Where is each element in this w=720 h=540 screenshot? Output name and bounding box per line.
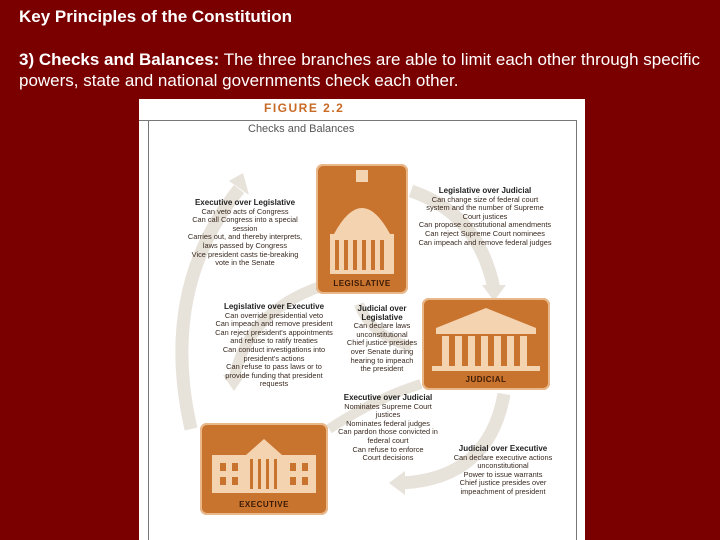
check-line: Can reject Supreme Court nominees [425, 228, 545, 238]
check-line: provide funding that president [225, 370, 323, 380]
check-line: Can call Congress into a special [192, 215, 298, 225]
check-line: laws passed by Congress [202, 240, 288, 250]
check-line: requests [259, 379, 289, 389]
check-line: session [232, 223, 258, 233]
check-exec-over-jud [327, 394, 449, 463]
checks-and-balances-figure [139, 99, 585, 540]
judicial-branch [422, 298, 550, 390]
capitol-icon [316, 164, 408, 294]
check-line: Nominates federal judges [346, 418, 430, 428]
check-heading: Executive over Legislative [194, 198, 296, 207]
check-line: Can change size of federal court [431, 194, 539, 204]
check-line: Can propose constitutional amendments [418, 220, 552, 230]
check-line: Chief justice presides over [459, 478, 547, 488]
check-line: justices [375, 410, 401, 420]
figure-label: FIGURE 2.2 [264, 101, 345, 115]
executive-branch [200, 423, 328, 515]
check-leg-over-exec [207, 303, 341, 389]
check-exec-over-leg [183, 199, 307, 268]
check-line: Carries out, and thereby interprets, [187, 232, 303, 242]
check-line: Can conduct investigations into [222, 344, 326, 354]
check-line: federal court [367, 435, 409, 445]
check-line: Can declare laws [353, 321, 411, 331]
check-line: Chief justice presides [346, 338, 418, 348]
slide-title: Key Principles of the Constitution [19, 7, 292, 26]
check-line: and refuse to ratify treaties [230, 336, 318, 346]
check-line: over Senate during [350, 346, 414, 356]
check-line: Can declare executive actions [453, 452, 553, 462]
executive-label: EXECUTIVE [239, 500, 289, 509]
figure-caption: Checks and Balances [248, 123, 355, 135]
check-line: Can refuse to pass laws or to [226, 362, 322, 372]
check-jud-over-leg [339, 305, 425, 374]
check-line: Can refuse to enforce [352, 444, 424, 454]
legislative-label: LEGISLATIVE [333, 279, 391, 288]
check-leg-over-jud [411, 187, 559, 247]
slide-body [19, 49, 709, 91]
check-line: unconstitutional [477, 461, 529, 471]
check-line: Nominates Supreme Court [344, 401, 432, 411]
check-heading: Executive over Judicial [343, 393, 433, 402]
check-line: hearing to impeach [350, 355, 414, 365]
check-heading: Judicial over Legislative [357, 304, 407, 322]
check-line: Power to issue warrants [463, 469, 543, 479]
check-line: vote in the Senate [215, 258, 275, 268]
check-line: Can override presidential veto [224, 310, 324, 320]
check-line: Can reject president's appointments [215, 327, 333, 337]
check-line: president's actions [243, 353, 305, 363]
check-line: impeachment of president [460, 486, 546, 496]
arrow-jud-to-exec-head [389, 471, 405, 495]
check-line: Can impeach and remove federal judges [418, 237, 552, 247]
check-jud-over-exec [439, 445, 567, 497]
check-line: Can pardon those convicted in [338, 427, 438, 437]
slide-body-heading: 3) Checks and Balances: [19, 50, 220, 69]
check-line: unconstitutional [356, 329, 408, 339]
check-heading: Legislative over Executive [223, 302, 325, 311]
check-line: Court decisions [362, 453, 414, 463]
check-line: Court justices [462, 211, 508, 221]
judicial-label: JUDICIAL [465, 375, 507, 384]
check-line: Vice president casts tie-breaking [191, 249, 299, 259]
slide-body-text: The three branches are able to limit each other through specific powers, state and national governments check each other. [19, 50, 700, 90]
check-line: Can impeach and remove president [215, 319, 333, 329]
check-line: system and the number of Supreme [426, 203, 544, 213]
check-heading: Judicial over Executive [458, 444, 548, 453]
check-line: Can veto acts of Congress [201, 206, 289, 216]
legislative-branch [316, 164, 408, 294]
check-line: the president [360, 364, 404, 374]
check-heading: Legislative over Judicial [438, 186, 532, 195]
